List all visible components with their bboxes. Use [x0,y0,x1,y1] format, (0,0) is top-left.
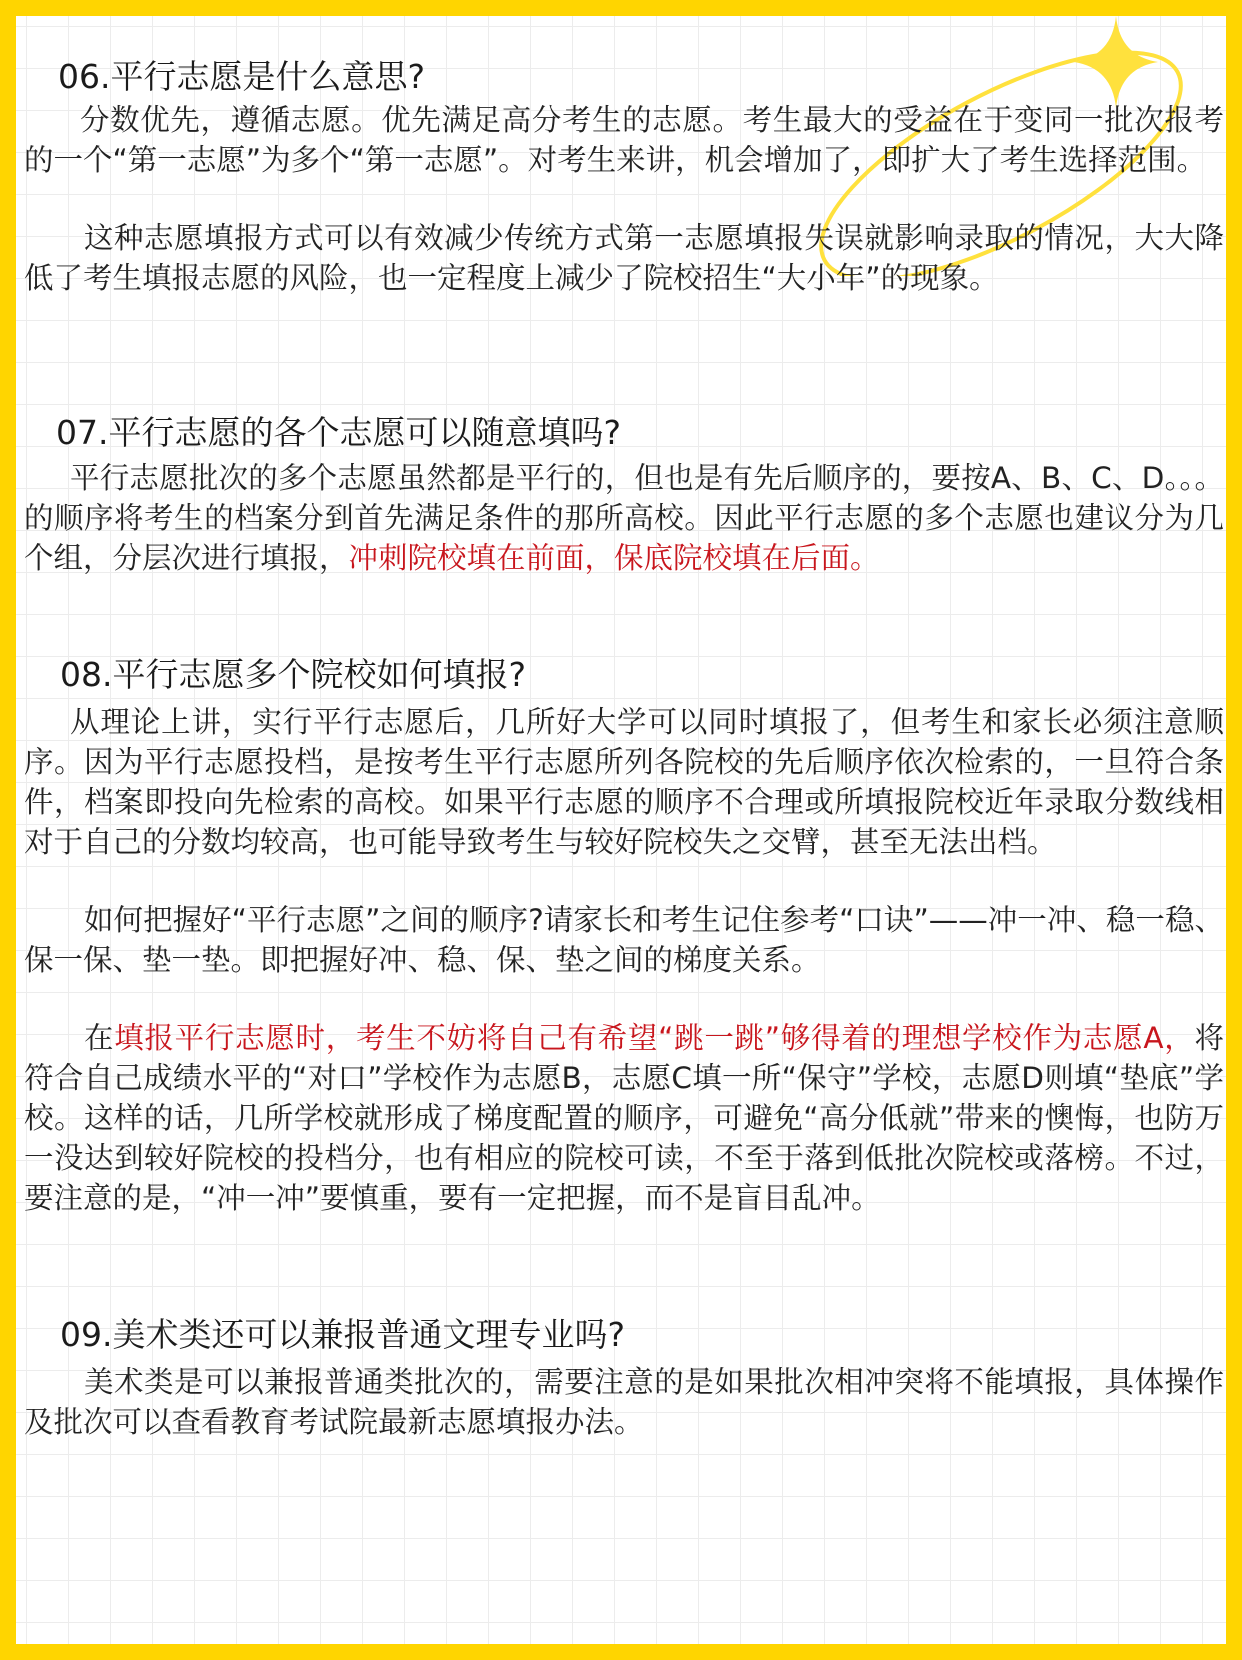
question-heading: 06.平行志愿是什么意思? [58,57,425,96]
answer-paragraph: 分数优先，遵循志愿。优先满足高分考生的志愿。考生最大的受益在于变同一批次报考的一个“第一志愿”为多个“第一志愿”。对考生来讲，机会增加了，即扩大了考生选择范围。 [24,103,1224,177]
highlight-text: 填报平行志愿时，考生不妨将自己有希望“跳一跳”够得着的理想学校作为志愿A， [114,1021,1195,1055]
answer-paragraph: 平行志愿批次的多个志愿虽然都是平行的，但也是有先后顺序的，要按A、B、C、D。。。的顺序将考生的档案分到首先满足条件的那所高校。因此平行志愿的多个志愿也建议分为几个组，分层次进行填报，冲刺院校填在前面，保底院校填在后面。 [24,461,1224,575]
section-07 [24,414,1224,578]
section-06 [24,58,1224,298]
answer-paragraph: 美术类是可以兼报普通类批次的，需要注意的是如果批次相冲突将不能填报，具体操作及批次可以查看教育考试院最新志愿填报办法。 [24,1365,1224,1439]
section-08 [24,656,1224,1218]
section-09 [24,1316,1224,1442]
question-heading: 09.美术类还可以兼报普通文理专业吗? [60,1315,625,1354]
highlight-text: 冲刺院校填在前面，保底院校填在后面。 [348,541,880,575]
question-heading: 07.平行志愿的各个志愿可以随意填吗? [56,413,621,452]
question-heading: 08.平行志愿多个院校如何填报? [60,655,526,694]
answer-paragraph: 从理论上讲，实行平行志愿后，几所好大学可以同时填报了，但考生和家长必须注意顺序。因为平行志愿投档，是按考生平行志愿所列各院校的先后顺序依次检索的，一旦符合条件，档案即投向先检索的高校。如果平行志愿的顺序不合理或所填报院校近年录取分数线相对于自己的分数均较高，也可能导致考生与较好院校失之交臂，甚至无法出档。 [24,705,1224,859]
document-page [16,16,1226,1644]
answer-paragraph: 在填报平行志愿时，考生不妨将自己有希望“跳一跳”够得着的理想学校作为志愿A，将符合自己成绩水平的“对口”学校作为志愿B，志愿C填一所“保守”学校，志愿D则填“垫底”学校。这样的话，几所学校就形成了梯度配置的顺序，可避免“高分低就”带来的懊悔，也防万一没达到较好院校的投档分，也有相应的院校可读，不至于落到低批次院校或落榜。不过，要注意的是，“冲一冲”要慎重，要有一定把握，而不是盲目乱冲。 [24,1021,1225,1215]
answer-paragraph: 这种志愿填报方式可以有效减少传统方式第一志愿填报失误就影响录取的情况，大大降低了考生填报志愿的风险，也一定程度上减少了院校招生“大小年”的现象。 [24,221,1224,295]
answer-paragraph: 如何把握好“平行志愿”之间的顺序?请家长和考生记住参考“口诀”——冲一冲、稳一稳、保一保、垫一垫。即把握好冲、稳、保、垫之间的梯度关系。 [24,903,1224,977]
